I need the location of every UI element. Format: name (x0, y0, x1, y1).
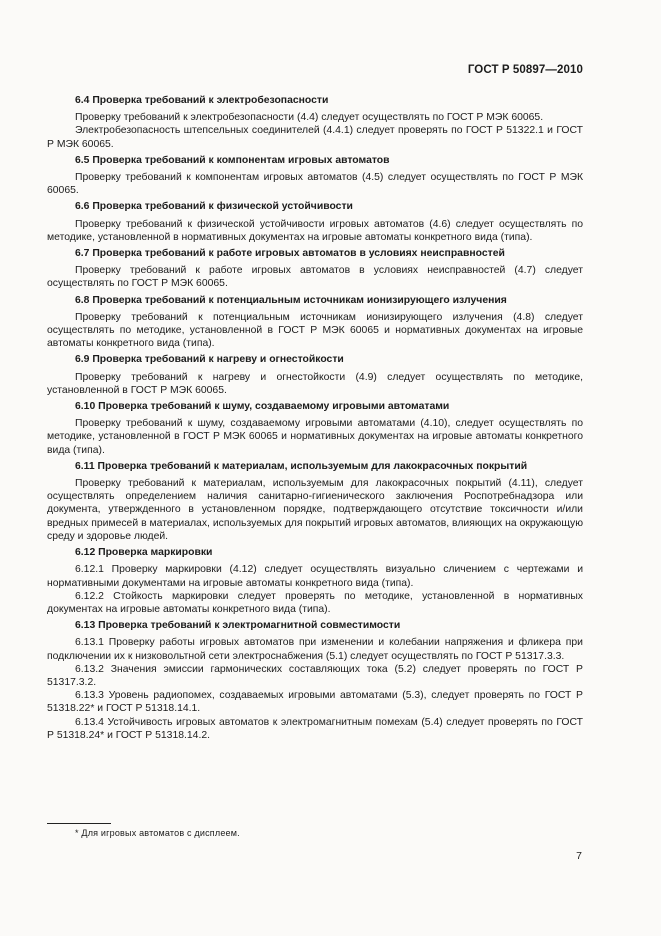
section-title: 6.7 Проверка требований к работе игровых автоматов в условиях неисправностей (75, 248, 505, 260)
section-title: 6.11 Проверка требований к материалам, используемым для лакокрасочных покрытий (75, 460, 528, 472)
section-title: 6.6 Проверка требований к физической устойчивости (75, 201, 353, 213)
paragraph: Проверку требований к электробезопасности (4.4) следует осуществлять по ГОСТ Р МЭК 60065. (75, 112, 544, 124)
section-6-13 (47, 619, 583, 742)
section-title: 6.8 Проверка требований к потенциальным источникам ионизирующего излучения (75, 294, 507, 306)
document-code: ГОСТ Р 50897—2010 (467, 64, 583, 76)
footnote-divider (47, 823, 111, 824)
paragraph: 6.12.2 Стойкость маркировки следует проверять по методике, установленной в нормативных документах на игровые автоматы конкретного вида (типа). (47, 590, 583, 615)
section-title: 6.12 Проверка маркировки (75, 547, 213, 559)
paragraph: Проверку требований к работе игровых автоматов в условиях неисправностей (4.7) следует осуществлять по ГОСТ Р МЭК 60065. (47, 265, 583, 290)
section-6-5 (47, 154, 583, 198)
section-6-6 (47, 200, 583, 244)
paragraph: Проверку требований к компонентам игровых автоматов (4.5) следует осуществлять по ГОСТ Р МЭК 60065. (47, 172, 583, 197)
paragraph: 6.13.4 Устойчивость игровых автоматов к электромагнитным помехам (5.4) следует проверять по ГОСТ Р 51318.24* и ГОСТ Р 51318.14.2. (47, 716, 583, 741)
paragraph: Проверку требований к потенциальным источникам ионизирующего излучения (4.8) следует осуществлять по методике, установленной в ГОСТ Р МЭК 60065 и нормативных документах на игровые автоматы конкретного вида (типа). (47, 311, 583, 350)
paragraph: 6.13.1 Проверку работы игровых автоматов при изменении и колебании напряжения и фликера при подключении их к низковольтной сети электроснабжения (5.1) следует осуществлять по ГОСТ Р 51317.3.3. (47, 637, 583, 662)
section-6-11 (47, 460, 583, 543)
section-title: 6.5 Проверка требований к компонентам игровых автоматов (75, 154, 390, 166)
paragraph: Электробезопасность штепсельных соединителей (4.4.1) следует проверять по ГОСТ Р 51322.1 и ГОСТ Р МЭК 60065. (47, 125, 583, 150)
section-title: 6.4 Проверка требований к электробезопасности (75, 95, 329, 106)
paragraph: 6.13.2 Значения эмиссии гармонических составляющих тока (5.2) следует проверять по ГОСТ Р 51317.3.2. (47, 663, 583, 688)
section-6-8 (47, 294, 583, 351)
paragraph: Проверку требований к шуму, создаваемому игровыми автоматами (4.10), следует осуществлять по методике, установленной в ГОСТ Р МЭК 60065 и нормативных документах на игровые автоматы конкретного вида (типа). (47, 418, 583, 456)
document-body (47, 91, 583, 745)
section-title: 6.10 Проверка требований к шуму, создаваемому игровыми автоматами (75, 401, 450, 413)
paragraph: 6.12.1 Проверку маркировки (4.12) следует осуществлять визуально сличением с чертежами и нормативными документами на игровые автоматы конкретного вида (типа). (47, 564, 583, 589)
section-6-10 (47, 400, 583, 457)
section-6-12 (47, 546, 583, 616)
paragraph: Проверку требований к материалам, используемым для лакокрасочных покрытий (4.11), следует осуществлять определением наличия санитарно-гигиенического заключения Роспотребнадзора или документа, утвержденного в установленном порядке, подтверждающего отсутствие токсичности и/или вредных примесей в материалах, используемых для покрытий игровых автоматов, влияющих на окружающую среду и здоровье людей. (47, 478, 583, 542)
section-6-4 (47, 94, 583, 151)
paragraph: 6.13.3 Уровень радиопомех, создаваемых игровыми автоматами (5.3), следует проверять по ГОСТ Р 51318.22* и ГОСТ Р 51318.14.1. (47, 690, 583, 715)
page-number: 7 (576, 850, 582, 862)
section-6-7 (47, 247, 583, 291)
section-title: 6.13 Проверка требований к электромагнитной совместимости (75, 620, 401, 632)
section-title: 6.9 Проверка требований к нагреву и огнестойкости (75, 354, 344, 366)
paragraph: Проверку требований к нагреву и огнестойкости (4.9) следует осуществлять по методике, установленной в ГОСТ Р МЭК 60065. (47, 371, 583, 396)
section-6-9 (47, 353, 583, 397)
footnote: * Для игровых автоматов с дисплеем. (75, 828, 240, 838)
paragraph: Проверку требований к физической устойчивости игровых автоматов (4.6) следует осуществлять по методике, установленной в нормативных документах на игровые автоматы конкретного вида (типа). (47, 218, 583, 243)
